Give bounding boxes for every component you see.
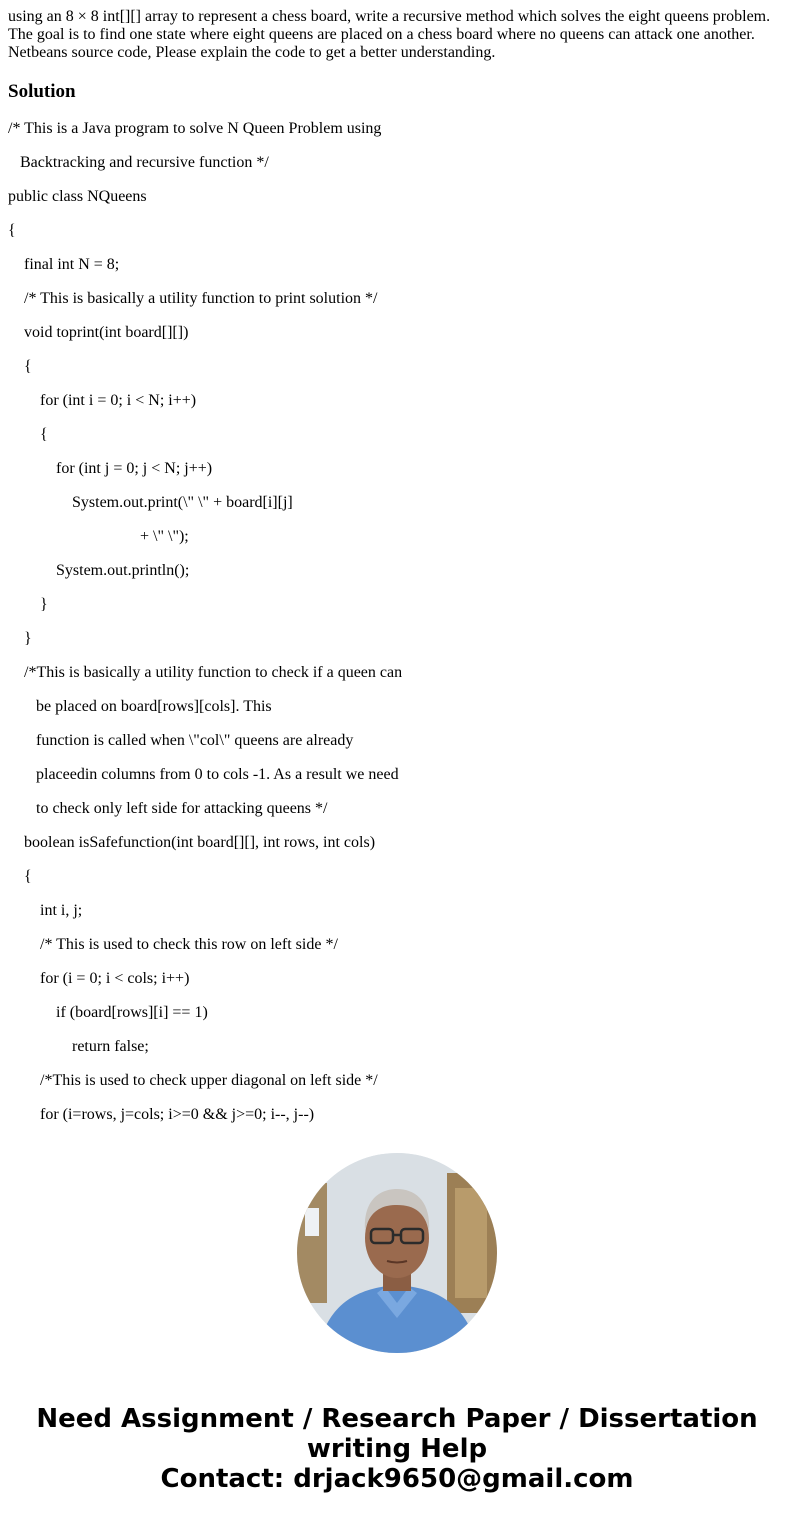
author-avatar	[297, 1153, 497, 1353]
code-line: }	[8, 630, 32, 647]
code-line: for (i = 0; i < cols; i++)	[8, 970, 190, 987]
code-line: for (int j = 0; j < N; j++)	[8, 460, 213, 477]
code-line: Backtracking and recursive function */	[8, 154, 269, 171]
code-line: if (board[rows][i] == 1)	[8, 1004, 208, 1021]
question-text: using an 8 × 8 int[][] array to represent a chess board, write a recursive method which solves the eight queens problem. The goal is to find one state where eight queens are placed on a chess board where no queens can attack one another. Netbeans source code, Please explain the code to get a better understanding.	[8, 8, 771, 61]
code-line: {	[8, 868, 32, 885]
promo-line-1: Need Assignment / Research Paper / Dissertation	[36, 1404, 758, 1434]
code-line: }	[8, 596, 48, 613]
code-line: /* This is a Java program to solve N Queen Problem using	[8, 120, 382, 137]
code-line: /*This is used to check upper diagonal on left side */	[8, 1072, 378, 1089]
code-line: System.out.print(\" \" + board[i][j]	[8, 494, 293, 511]
code-line: {	[8, 222, 16, 239]
author-portrait-image	[297, 1153, 497, 1353]
code-line: boolean isSafefunction(int board[][], int rows, int cols)	[8, 834, 376, 851]
code-line: /* This is used to check this row on left side */	[8, 936, 338, 953]
code-line: for (int i = 0; i < N; i++)	[8, 392, 197, 409]
code-line: final int N = 8;	[8, 256, 120, 273]
code-line: return false;	[8, 1038, 149, 1055]
code-line: function is called when \"col\" queens are already	[8, 732, 354, 749]
code-line: /*This is basically a utility function to check if a queen can	[8, 664, 403, 681]
code-line: void toprint(int board[][])	[8, 324, 189, 341]
promo-contact: Contact: drjack9650@gmail.com	[160, 1464, 634, 1494]
solution-heading: Solution	[8, 81, 76, 102]
code-line: {	[8, 358, 32, 375]
code-line: public class NQueens	[8, 188, 147, 205]
code-line: {	[8, 426, 48, 443]
code-line: for (i=rows, j=cols; i>=0 && j>=0; i--, j--)	[8, 1106, 315, 1123]
promo-line-2: writing Help	[306, 1434, 488, 1464]
code-block	[8, 118, 786, 1138]
code-line: System.out.println();	[8, 562, 190, 579]
code-line: be placed on board[rows][cols]. This	[8, 698, 272, 715]
promo-banner	[0, 1404, 794, 1494]
code-line: /* This is basically a utility function to print solution */	[8, 290, 378, 307]
code-line: to check only left side for attacking queens */	[8, 800, 328, 817]
code-line: + \" \");	[8, 528, 189, 545]
code-line: placeedin columns from 0 to cols -1. As a result we need	[8, 766, 399, 783]
code-line: int i, j;	[8, 902, 83, 919]
